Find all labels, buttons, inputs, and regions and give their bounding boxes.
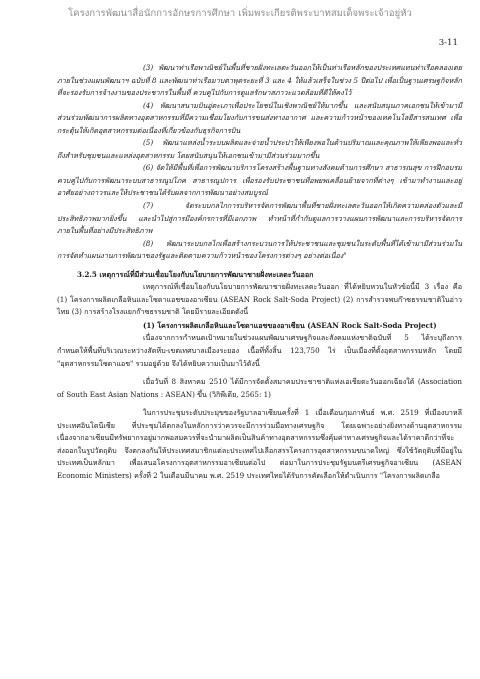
list-item: (6) จัดให้มีพื้นที่เพื่อการพัฒนาบริการโครงสร้างพื้นฐานทางสังคมด้านการศึกษา สาธารณสุข การฝึกอบรมควบคู่ไปกับการพัฒนาระบบสาธารณูปโภค สาธารณูปการ เพื่อรองรับประชาชนที่อพยพเคลื่อนย้ายจากที่ต่างๆ เข้ามาทำงานและอยู่อาศัยอย่างถาวรและให้ประชาชนได้รับผลจากการพัฒนาอย่างสมบูรณ์ (57, 163, 462, 198)
paragraph: ในการประชุมระดับประมุขของรัฐบาลอาเซียนครั้งที่ 1 เมื่อเดือนกุมภาพันธ์ พ.ศ. 2519 ที่เมืองบาหลี ประเทศอินโดนีเซีย ที่ประชุมได้ตกลงในหลักการว่าควรจะมีการร่วมมือทางเศรษฐกิจ โดยเฉพาะอย่างยิ่งทางด้านอุตสาหกรรม เนื่องจากอาเซียนมีทรัพยากรอยู่มากพอสมควรที่จะนำมาผลิตเป็นสินค้าทางอุตสาหกรรมซึ่งคุ้มค่าทางเศรษฐกิจและได้ราคาดีกว่าที่จะส่งออกในรูปวัตถุดิบ จึงตกลงกันให้ประเทศสมาชิกแต่ละประเทศไปเลือกสรรโครงการอุตสาหกรรมขนาดใหญ่ ซึ่งใช้วัตถุดิบที่มีอยู่ในประเทศเป็นหลักมา เพื่อเสนอโครงการอุตสาหกรรมอาเซียนต่อไป ต่อมาในการประชุมรัฐมนตรีเศรษฐกิจอาเซียน (ASEAN Economic Ministers) ครั้งที่ 2 ในเดือนมีนาคม พ.ศ. 2519 ประเทศไทยได้รับการคัดเลือกให้ดำเนินการ "โครงการผลิตเกลือ (57, 408, 462, 480)
page-number: 3-11 (438, 38, 458, 48)
document-body (57, 62, 462, 483)
list-item: (5) พัฒนาแหล่งน้ำระบบผลิตและจ่ายน้ำประปาให้เพียงพอในด้านปริมาณและคุณภาพให้เพียงพอและทั่วถึงสำหรับชุมชนและแหล่งอุตสาหกรรม โดยสนับสนุนให้เอกชนเข้ามามีส่วนร่วมมากขึ้น (57, 138, 462, 160)
list-item: (7) จัดระบบกลไกการบริหารจัดการพัฒนาพื้นที่ชายฝั่งทะเลตะวันออกให้เกิดความคล่องตัวและมีประสิทธิภาพมากยิ่งขึ้น และนำไปสู่การมีองค์กรการที่มีเอกภาพ ทำหน้าที่กำกับดูแลการวางแผนการพัฒนาและการบริหารจัดการภายในพื้นที่อย่างมีประสิทธิภาพ (57, 201, 462, 236)
list-item: (8) พัฒนาระบบกลไกเพื่อสร้างกระบวนการให้ประชาชนและชุมชนในระดับพื้นที่ได้เข้ามามีส่วนร่วมในการจัดทำแผนงานการพัฒนาของรัฐและติดตามความก้าวหน้าของโครงการต่างๆ อย่างต่อเนื่อง" (57, 238, 462, 261)
paragraph: เมื่อวันที่ 8 สิงหาคม 2510 ได้มีการจัดตั้งสมาคมประชาชาติแห่งเอเชียตะวันออกเฉียงใต้ (Association of South East Asian Nations : ASEAN) ขึ้น (วิกิพีเดีย, 2565: 1) (57, 377, 462, 399)
section-intro: เหตุการณ์ที่เชื่อมโยงกับนโยบายการพัฒนาชายฝั่งทะเลตะวันออก ที่ได้หยิบหวนในหัวข้อนี้มี 3 เรื่อง คือ (1) โครงการผลิตเกลือหินและโซดาแอชของอาเซียน (ASEAN Rock Salt-Soda Project) (2) การสำรวจพบก๊าซธรรมชาติในอ่าวไทย (3) การสร้างโรงแยกก๊าซธรรมชาติ โดยมีรายละเอียดดังนี้ (57, 282, 462, 317)
running-header: โครงการพัฒนาสื่อนักการอักษรการศึกษา เพิ่มพระเกียรติพระบาทสมเด็จพระเจ้าอยู่หัว (68, 8, 412, 19)
sub-heading: (1) โครงการผลิตเกลือหินและโซดาแอชของอาเซียน (ASEAN Rock Salt-Soda Project) (143, 320, 437, 330)
paragraph: เนื่องจากการกำหนดเป้าหมายในช่วงแผนพัฒนาเศรษฐกิจและสังคมแห่งชาติฉบับที่ 5 ได้ระบุถึงการกำหนดให้พื้นที่บริเวณระหว่างสัตหีบ-เขตเทศบาลเมืองระยอง เนื้อที่ทั้งสิ้น 123,750 ไร่ เป็นเมืองที่ตั้งอุตสาหกรรมหลัก โดยมี "อุตสาหกรรมโซดาแอช" รวมอยู่ด้วย จึงได้หยิบความเป็นมาไว้ดังนี้ (57, 333, 462, 368)
section-heading: 3.2.5 เหตุการณ์ที่มีส่วนเชื่อมโยงกับนโยบายการพัฒนาชายฝั่งทะเลตะวันออก (77, 269, 314, 279)
list-item: (3) พัฒนาท่าเรือพาณิชย์ในพื้นที่ชายฝั่งทะเลตะวันออกให้เป็นท่าเรือหลักของประเทศแทนท่าเรือคลองเตยภายในช่วงแผนพัฒนาฯ ฉบับที่ 8 และพัฒนาท่าเรือมาบตาพุดระยะที่ 3 และ 4 ให้แล้วเสร็จในช่วง 5 ปีต่อไป เพื่อเป็นฐานเศรษฐกิจหลักที่จะรองรับการจ้างงานของประชากรในพื้นที่ ควบคู่ไปกับการดูแลรักษาสภาวะแวดล้อมที่ดีให้คงไว้ (57, 63, 462, 98)
list-item: (4) พัฒนาสนามบินอู่ตะเภาเพื่อประโยชน์ในเชิงพาณิชย์ให้มากขึ้น และสนับสนุนภาคเอกชนให้เข้ามามีส่วนร่วมพัฒนาการผลิตทางอุตสาหกรรมที่มีความเชื่อมโยงกับการขนส่งทางอากาศ และความก้าวหน้าของเทคโนโลยีสารสนเทศ เพื่อกระตุ้นให้เกิดอุตสาหกรรมต่อเนื่องที่เกี่ยวข้องกับธุรกิจการบิน (57, 100, 462, 135)
